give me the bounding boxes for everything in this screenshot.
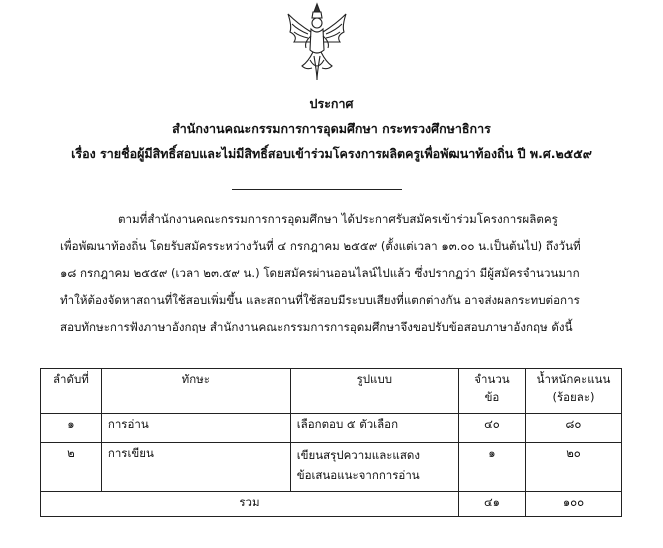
header-skill: ทักษะ xyxy=(101,369,290,414)
row-format: เลือกตอบ ๕ ตัวเลือก xyxy=(290,414,458,443)
row-weight: ๒๐ xyxy=(526,443,622,492)
divider-line xyxy=(232,189,402,190)
body-line-3: ๑๘ กรกฎาคม ๒๕๕๙ (เวลา ๒๓.๕๙ น.) โดยสมัครผ่านออนไลน์ไปแล้ว ซึ่งปรากฏว่า มีผู้สมัครจำนวนมาก xyxy=(60,266,580,280)
body-line-5: สอบทักษะการฟังภาษาอังกฤษ สำนักงานคณะกรรมการการอุดมศึกษาจึงขอปรับข้อสอบภาษาอังกฤษ ดังนี้ xyxy=(60,320,573,334)
total-label: รวม xyxy=(41,492,459,517)
row-count: ๔๐ xyxy=(458,414,525,443)
header-count-line2: ข้อ xyxy=(484,390,500,404)
table-row xyxy=(41,443,622,492)
table-row xyxy=(41,414,622,443)
header-weight xyxy=(526,369,622,414)
announcement-title: ประกาศ xyxy=(309,96,354,111)
body-line-1: ตามที่สำนักงานคณะกรรมการการอุดมศึกษา ได้ประกาศรับสมัครเข้าร่วมโครงการผลิตครู xyxy=(118,212,558,226)
header-count xyxy=(458,369,525,414)
header-weight-line2: (ร้อยละ) xyxy=(552,390,595,404)
row-num: ๑ xyxy=(41,414,102,443)
body-line-4: ทำให้ต้องจัดหาสถานที่ใช้สอบเพิ่มขึ้น และสถานที่ใช้สอบมีระบบเสียงที่แตกต่างกัน อาจส่งผลกระทบต่อการ xyxy=(60,293,580,307)
row-format xyxy=(290,443,458,492)
row-num: ๒ xyxy=(41,443,102,492)
table-total-row xyxy=(41,492,622,517)
garuda-emblem-icon xyxy=(284,2,350,82)
exam-structure-table xyxy=(40,368,622,517)
total-count: ๔๑ xyxy=(458,492,525,517)
header-weight-line1: น้ำหนักคะแนน xyxy=(536,372,611,386)
total-weight: ๑๐๐ xyxy=(526,492,622,517)
row-skill: การเขียน xyxy=(101,443,290,492)
row-format-line2: ข้อเสนอแนะจากการอ่าน xyxy=(296,468,420,482)
header-format: รูปแบบ xyxy=(290,369,458,414)
header-count-line1: จำนวน xyxy=(474,372,510,386)
row-format-line1: เขียนสรุปความและแสดง xyxy=(296,448,420,462)
table-header-row xyxy=(41,369,622,414)
row-skill: การอ่าน xyxy=(101,414,290,443)
body-line-2: เพื่อพัฒนาท้องถิ่น โดยรับสมัครระหว่างวันที่ ๔ กรกฎาคม ๒๕๕๙ (ตั้งแต่เวลา ๑๓.๐๐ น.เป็นต้นไป) ถึงวันที่ xyxy=(60,239,581,253)
issuing-office: สำนักงานคณะกรรมการการอุดมศึกษา กระทรวงศึกษาธิการ xyxy=(172,121,491,136)
row-count: ๑ xyxy=(458,443,525,492)
row-weight: ๘๐ xyxy=(526,414,622,443)
header-num: ลำดับที่ xyxy=(41,369,102,414)
announcement-subject: เรื่อง รายชื่อผู้มีสิทธิ์สอบและไม่มีสิทธิ์สอบเข้าร่วมโครงการผลิตครูเพื่อพัฒนาท้องถิ่น ปี พ.ศ.๒๕๕๙ xyxy=(71,146,592,161)
